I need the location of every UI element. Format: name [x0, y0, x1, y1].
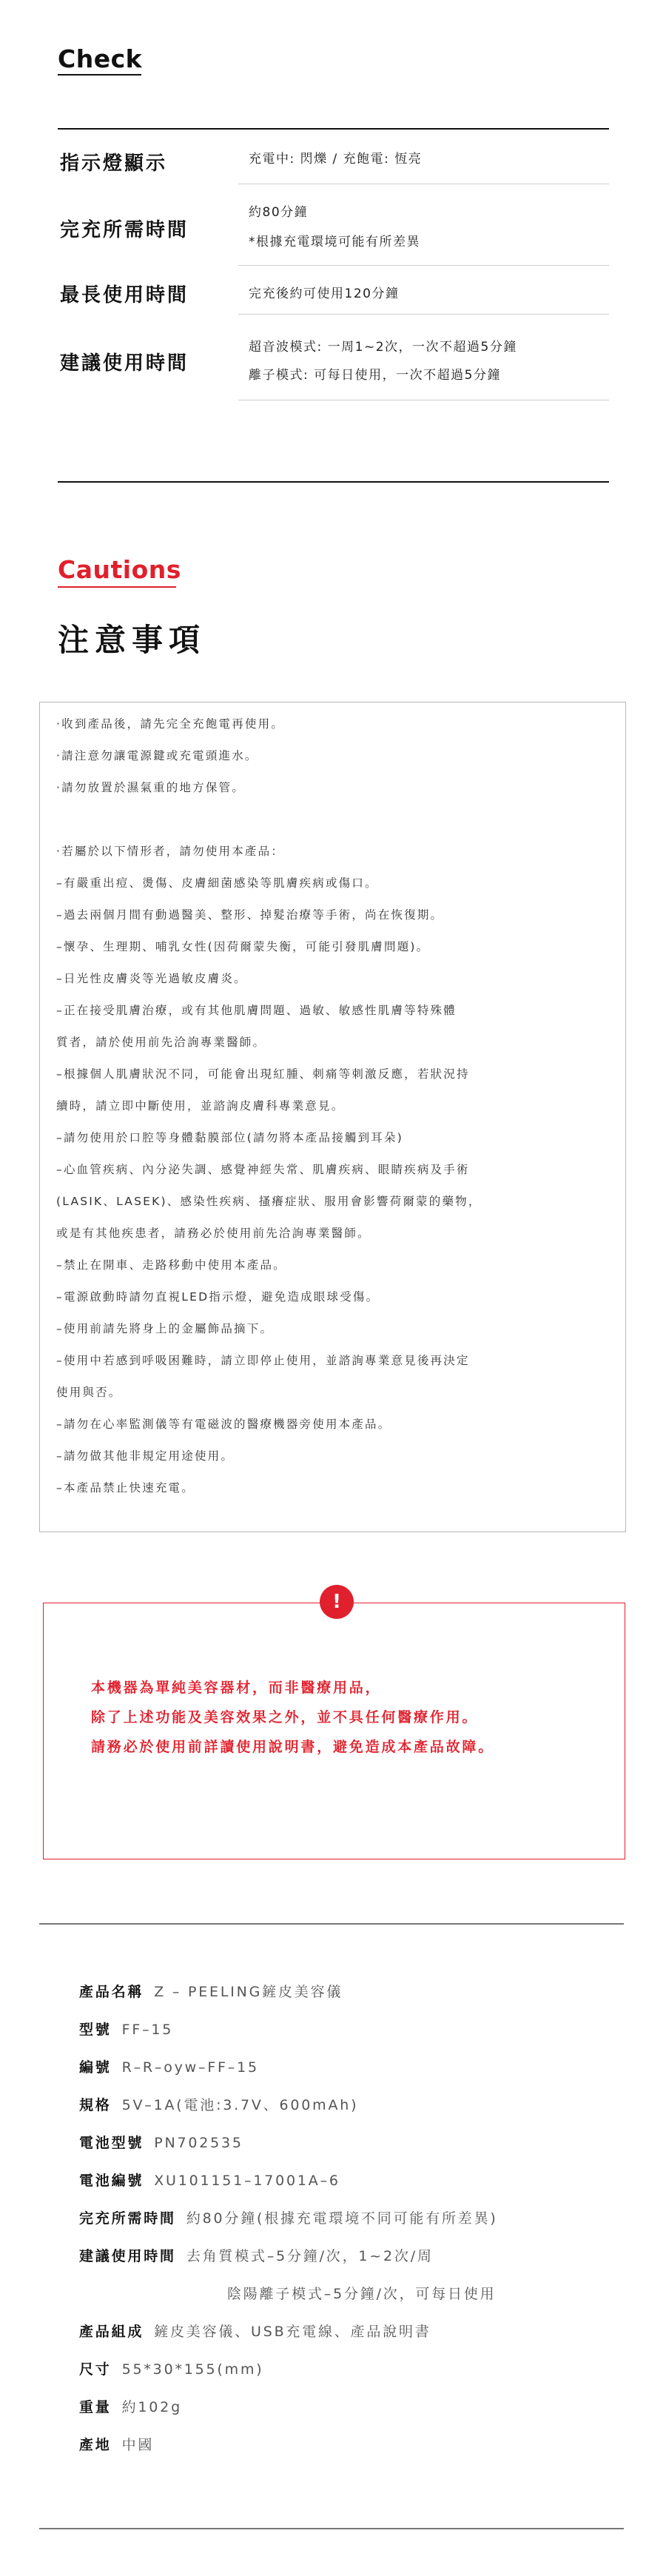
spec-label: 建議使用時間 [60, 352, 189, 375]
spec-row-divider [238, 265, 609, 266]
caution-item: ‧請勿放置於濕氣重的地方保管。 [56, 781, 245, 794]
product-info-key: 電池型號 [79, 2135, 144, 2151]
product-info-value: PN702535 [154, 2135, 243, 2151]
product-info-row [79, 2019, 173, 2039]
product-info-value: 5V–1A(電池:3.7V、600mAh) [121, 2097, 359, 2113]
spec-label: 完充所需時間 [60, 219, 189, 241]
product-info-key: 型號 [79, 2022, 112, 2038]
spec-row-max-use [58, 266, 609, 318]
spec-row-charge-time [58, 185, 609, 266]
product-info-row [227, 2283, 496, 2303]
warning-text-line: 請務必於使用前詳讀使用說明書，避免造成本產品故障。 [91, 1739, 495, 1755]
caution-item: –有嚴重出痘、燙傷、皮膚細菌感染等肌膚疾病或傷口。 [56, 876, 378, 890]
caution-item: –過去兩個月間有動過醫美、整形、掉髮治療等手術，尚在恢復期。 [56, 908, 444, 922]
caution-item: 續時，請立即中斷使用，並諮詢皮膚科專業意見。 [56, 1099, 345, 1113]
product-info-value: 鏟皮美容儀、USB充電線、產品說明書 [154, 2324, 431, 2340]
caution-item: ‧收到產品後，請先完全充飽電再使用。 [56, 717, 285, 731]
spec-value: 約80分鐘 [249, 205, 309, 220]
warning-text-line: 本機器為單純美容器材，而非醫療用品， [91, 1680, 382, 1696]
caution-item: –禁止在開車、走路移動中使用本產品。 [56, 1258, 286, 1272]
caution-item: –根據個人肌膚狀況不同，可能會出現紅腫、刺痛等刺激反應，若狀況持 [56, 1067, 470, 1081]
product-info-value: FF–15 [121, 2022, 174, 2038]
caution-item: –請勿做其他非規定用途使用。 [56, 1449, 235, 1463]
product-info-row [79, 2170, 340, 2190]
product-info-key: 電池編號 [79, 2173, 144, 2189]
caution-item: ‧請注意勿讓電源鍵或充電頭進水。 [56, 749, 258, 762]
caution-item: –本產品禁止快速充電。 [56, 1481, 195, 1495]
caution-item: –請勿在心率監測儀等有電磁波的醫療機器旁使用本產品。 [56, 1418, 391, 1431]
spec-value: 完充後約可使用120分鐘 [249, 286, 400, 301]
spec-row-indicator [58, 132, 609, 184]
caution-item: –使用前請先將身上的金屬飾品摘下。 [56, 1322, 274, 1335]
product-info-top-rule [39, 1923, 624, 1925]
product-info-row [79, 2321, 431, 2341]
product-info-row [79, 2245, 434, 2265]
product-info-key: 建議使用時間 [79, 2248, 176, 2264]
product-info-value: Z – PEELING鏟皮美容儀 [154, 1984, 343, 2000]
cautions-title-underline [58, 586, 176, 588]
warning-box [43, 1603, 625, 1859]
product-info-row [79, 2396, 182, 2416]
product-info-value: 55*30*155(mm) [121, 2361, 264, 2378]
product-info-row [79, 2132, 243, 2152]
product-info-key: 重量 [79, 2399, 112, 2415]
product-info-key: 尺寸 [79, 2361, 112, 2378]
caution-item: –懷孕、生理期、哺乳女性(因荷爾蒙失衡，可能引發肌膚問題)。 [56, 940, 430, 953]
product-info-key: 編號 [79, 2059, 112, 2076]
caution-item: –請勿使用於口腔等身體黏膜部位(請勿將本產品接觸到耳朵) [56, 1131, 403, 1144]
caution-item: –正在接受肌膚治療，或有其他肌膚問題、過敏、敏感性肌膚等特殊體 [56, 1004, 457, 1017]
check-title-underline [58, 74, 141, 76]
caution-item: (LASIK、LASEK)、感染性疾病、搔癢症狀、服用會影響荷爾蒙的藥物， [56, 1195, 482, 1208]
product-info-value: R–R–oyw–FF–15 [121, 2059, 259, 2076]
product-info-value: 約102g [121, 2399, 182, 2415]
product-info-value: 中國 [121, 2437, 155, 2453]
cautions-section-title: Cautions [58, 555, 181, 584]
caution-item: ‧若屬於以下情形者，請勿使用本產品： [56, 845, 285, 858]
caution-item: 質者，請於使用前先洽詢專業醫師。 [56, 1036, 266, 1049]
spec-label: 指示燈顯示 [60, 152, 168, 175]
product-info-row [79, 2094, 358, 2114]
product-info-key: 產地 [79, 2437, 112, 2453]
product-info-row [79, 2434, 154, 2454]
cautions-notice-box [39, 702, 626, 1532]
product-info-row [79, 2207, 498, 2227]
caution-item: 使用與否。 [56, 1386, 122, 1399]
product-info-key: 規格 [79, 2097, 112, 2113]
spec-label: 最長使用時間 [60, 284, 189, 306]
caution-item: –使用中若感到呼吸困難時，請立即停止使用，並諮詢專業意見後再決定 [56, 1354, 470, 1367]
product-info-row [79, 2358, 263, 2378]
caution-item: –電源啟動時請勿直視LED指示燈，避免造成眼球受傷。 [56, 1290, 380, 1304]
check-section-title: Check [58, 44, 143, 73]
check-section-bottom-rule [58, 481, 609, 483]
spec-value: 充電中: 閃爍 / 充飽電: 恆亮 [249, 152, 423, 167]
spec-table-top-rule [58, 128, 609, 130]
spec-value: 超音波模式: 一周1~2次，一次不超過5分鐘 [249, 340, 517, 355]
product-info-value: 陰陽離子模式–5分鐘/次，可每日使用 [227, 2286, 497, 2302]
product-info-key: 完充所需時間 [79, 2210, 176, 2227]
product-info-value: 去角質模式–5分鐘/次，1~2次/周 [186, 2248, 434, 2264]
warning-icon: ! [320, 1585, 354, 1619]
product-info-key: 產品組成 [79, 2324, 144, 2340]
product-info-bottom-rule [39, 2528, 624, 2529]
spec-row-recommended-use [58, 315, 609, 404]
product-info-key: 產品名稱 [79, 1984, 144, 2000]
product-info-row [79, 1981, 343, 2001]
product-info-value: XU101151–17001A–6 [154, 2173, 340, 2189]
product-info-value: 約80分鐘(根據充電環境不同可能有所差異) [186, 2210, 498, 2227]
spec-value-note: *根據充電環境可能有所差異 [249, 235, 420, 249]
cautions-heading: 注意事項 [58, 622, 206, 658]
spec-value: 離子模式: 可每日使用，一次不超過5分鐘 [249, 368, 501, 383]
product-info-row [79, 2056, 259, 2076]
caution-item: –心血管疾病、內分泌失調、感覺神經失常、肌膚疾病、眼睛疾病及手術 [56, 1163, 470, 1176]
caution-item: –日光性皮膚炎等光過敏皮膚炎。 [56, 972, 247, 985]
spec-row-divider [238, 314, 609, 315]
caution-item: 或是有其他疾患者，請務必於使用前先洽詢專業醫師。 [56, 1227, 371, 1240]
warning-text-line: 除了上述功能及美容效果之外，並不具任何醫療作用。 [91, 1709, 479, 1725]
